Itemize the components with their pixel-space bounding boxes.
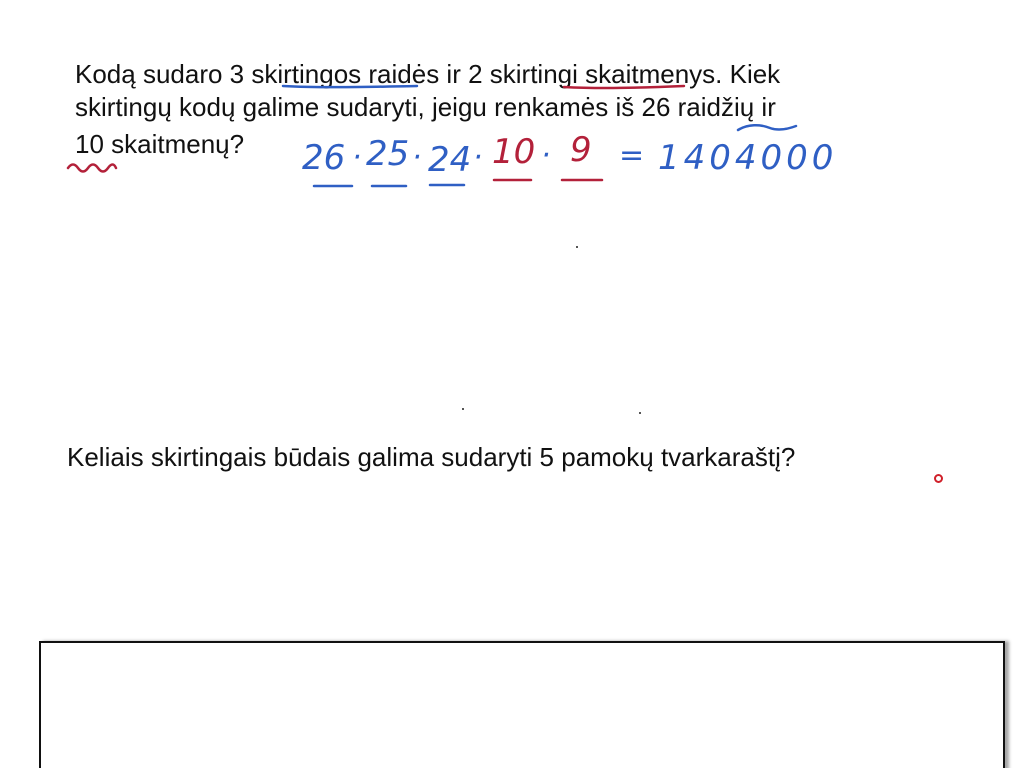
pen-cursor-icon	[934, 474, 943, 483]
hw-result: 1404000	[658, 138, 838, 178]
hw-dot-3: ·	[473, 140, 483, 175]
hw-equals: =	[619, 138, 645, 173]
hw-factor-9: 9	[570, 130, 592, 170]
hw-factor-24: 24	[428, 140, 472, 180]
hw-factor-25: 25	[366, 134, 410, 174]
problem1-line2: skirtingų kodų galime sudaryti, jeigu renkamės iš 26 raidžių ir	[75, 92, 776, 122]
board-speck	[462, 408, 464, 410]
board-speck	[576, 246, 578, 248]
problem2-text: Keliais skirtingais būdais galima sudaryti 5 pamokų tvarkaraštį?	[67, 442, 796, 472]
hw-dot-4: ·	[541, 138, 551, 173]
tilde-over-04	[738, 125, 796, 130]
problem1-line3: 10 skaitmenų?	[75, 129, 245, 159]
answer-box[interactable]	[39, 641, 1005, 768]
hw-factor-26: 26	[302, 138, 346, 178]
wavy-mark-10	[68, 165, 116, 172]
hw-factor-10: 10	[492, 132, 536, 172]
board-speck	[639, 412, 641, 414]
hw-dot-1: ·	[352, 140, 362, 175]
problem1-line1: Kodą sudaro 3 skirtingos raidės ir 2 skirtingi skaitmenys. Kiek	[75, 59, 781, 89]
hw-dot-2: ·	[412, 140, 422, 175]
